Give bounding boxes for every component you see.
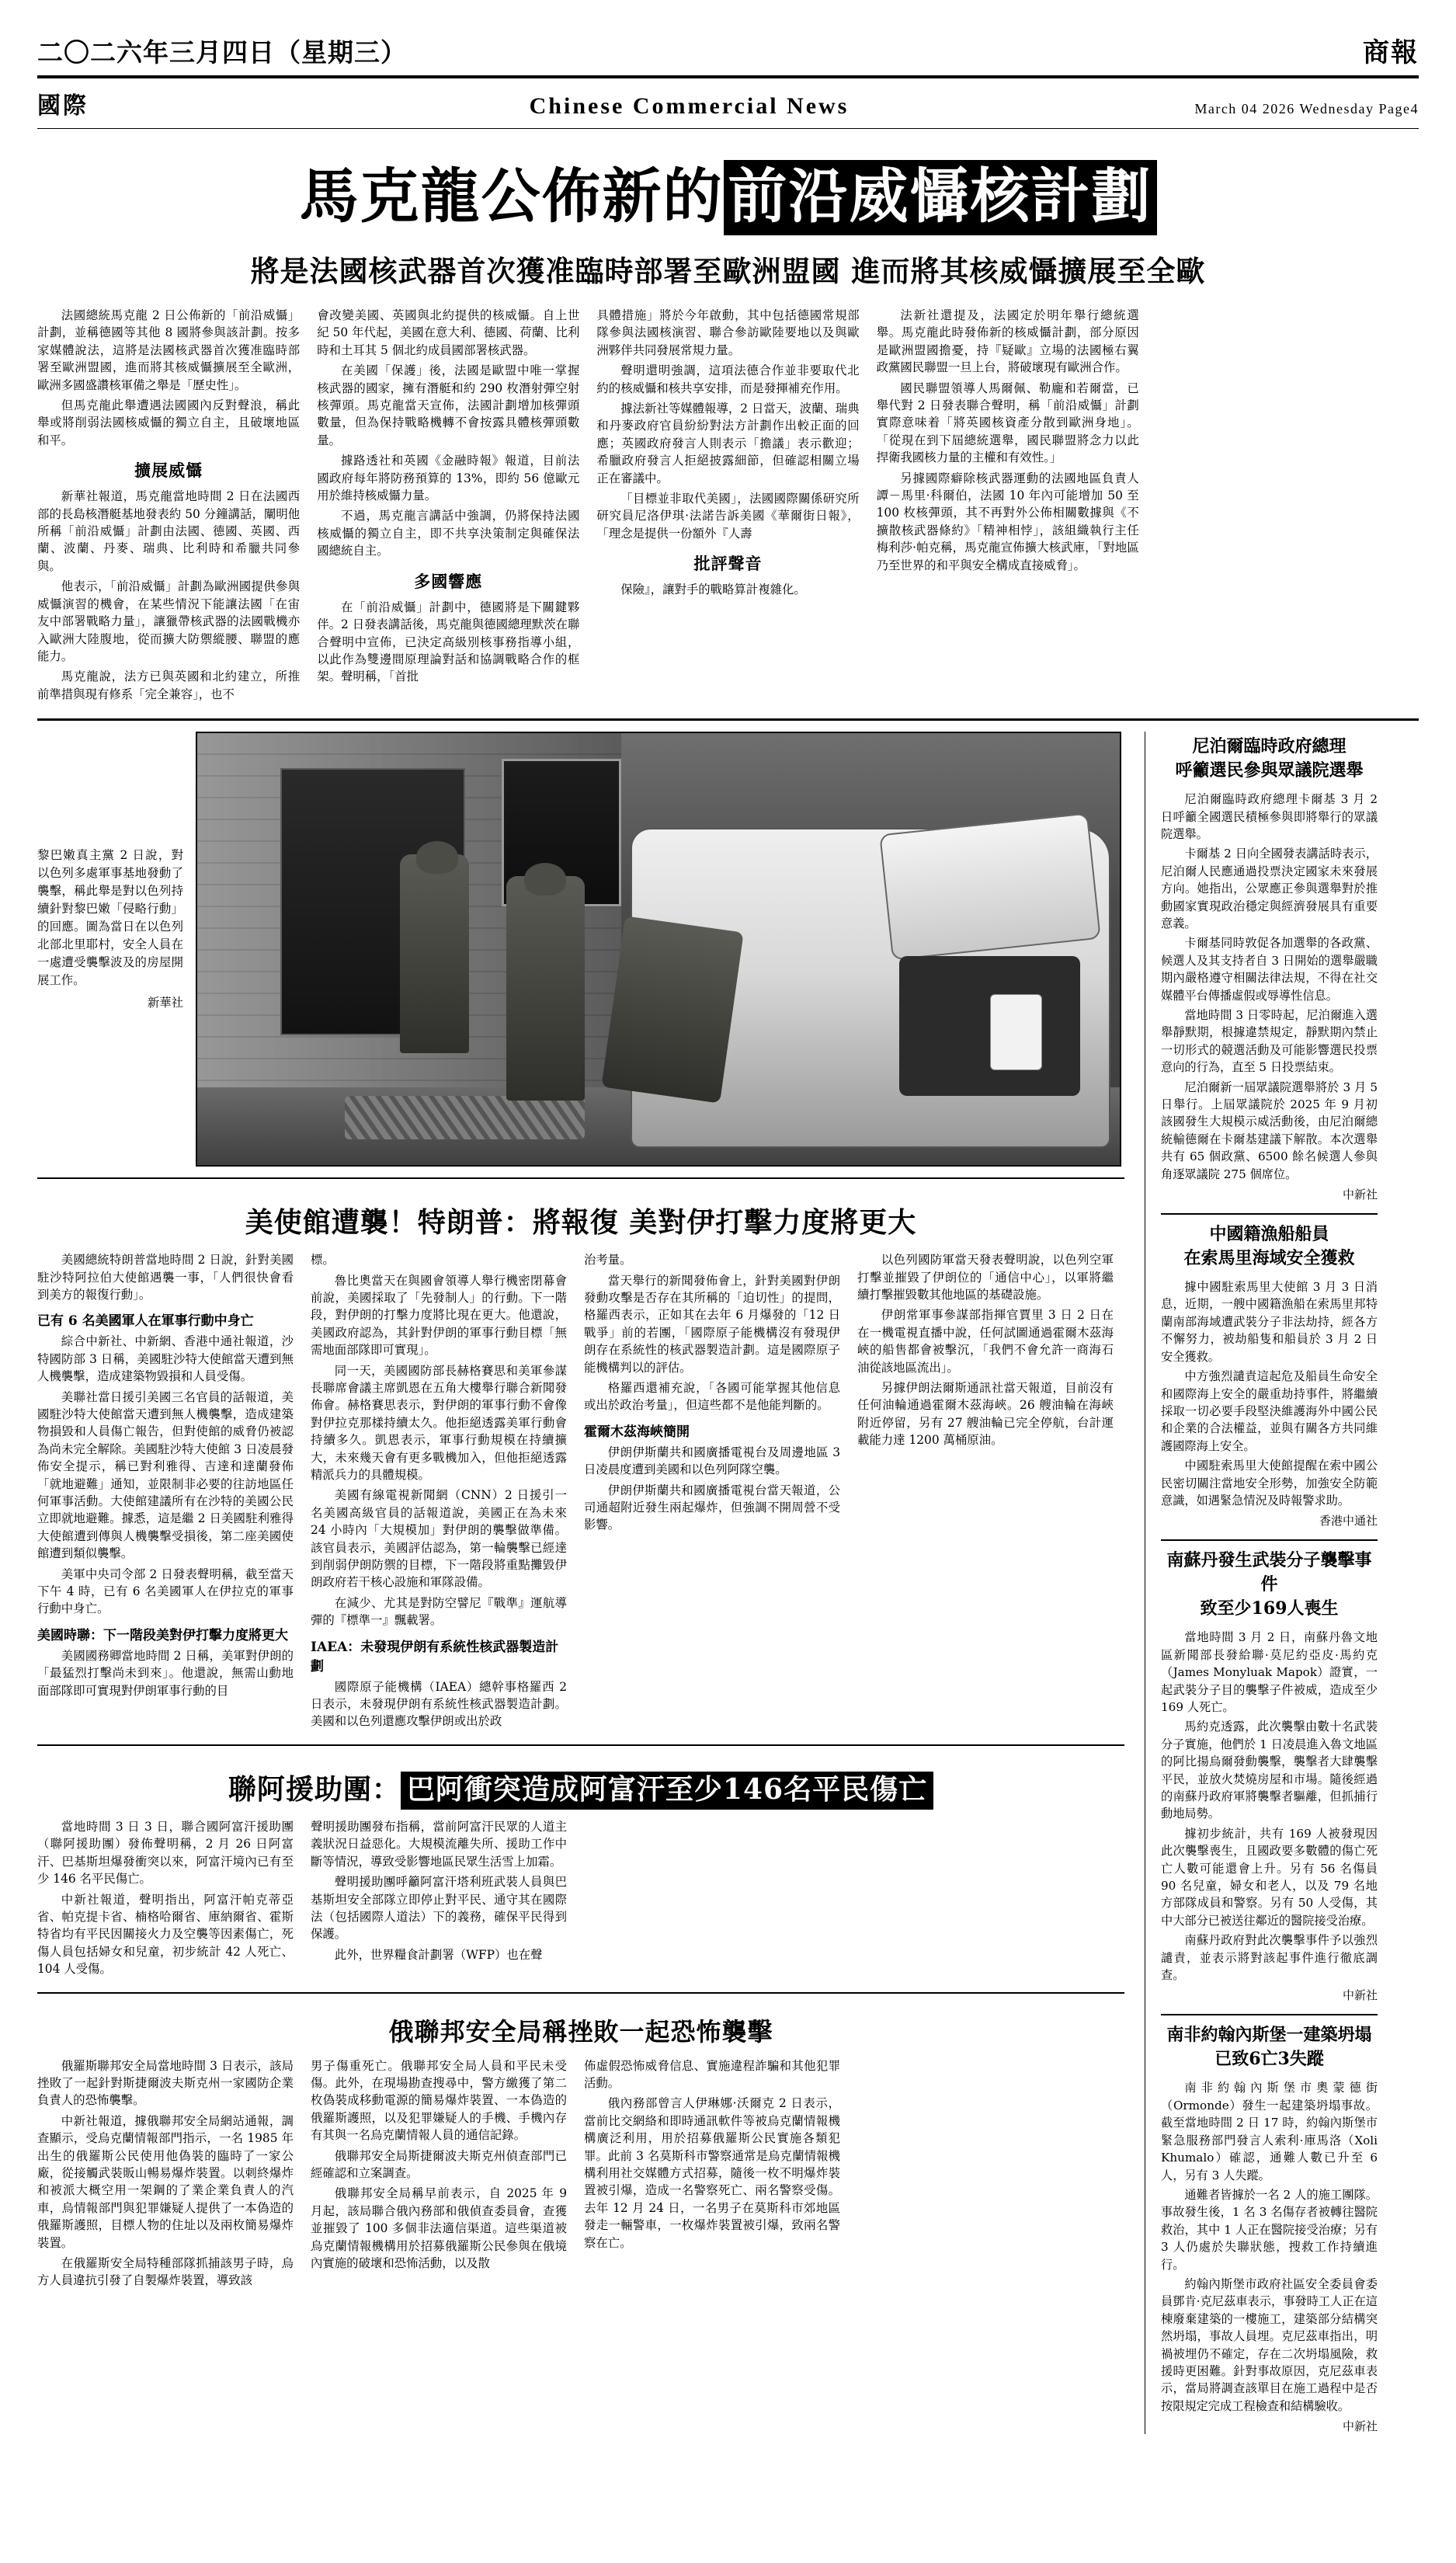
paragraph: 伊朗伊斯蘭共和國廣播電視台及周邊地區 3 日凌晨度遭到美國和以色列阿隊空襲。 <box>584 1445 840 1477</box>
paragraph: 當地時間 3 日零時起，尼泊爾進入選舉靜默期，根據違禁規定，靜默期內禁止一切形式的競選活動及可能影響選民投票意向的行為，直至 5 日投票結束。 <box>1161 1008 1378 1075</box>
paragraph: 馬克龍說，法方已與英國和北約建立，所推前準措與現有修系「完全兼容」，也不 <box>37 669 301 701</box>
paragraph: 俄羅斯聯邦安全局當地時間 3 日表示，該局挫敗了一起針對斯捷爾波夫斯克州一家國防企業負責人的恐怖襲擊。 <box>37 2058 294 2108</box>
embassy-subhead-4: 霍爾木茲海峽簡開 <box>584 1424 690 1440</box>
rail-divider <box>1161 1539 1378 1541</box>
afghan-headline-b: 巴阿衝突造成阿富汗至少146名平民傷亡 <box>401 1772 933 1810</box>
photo-bag <box>990 994 1043 1070</box>
paragraph: 伊朗常軍事參謀部指揮官賈里 3 日 2 日在在一機電視直播中說，任何試圖通過霍爾木茲海峽的船售都會被擊沉，「我們不會允許一商海石油從該地區流出」。 <box>857 1308 1114 1375</box>
photo-trunk-lid <box>879 813 1101 961</box>
paragraph: 卡爾基同時敦促各加選舉的各政黨、候選人及其支持者自 3 日開始的選舉嚴職期內嚴格遵守相關法律法規，不得在社交媒體平台傳播虛假或辱導性信息。 <box>1161 936 1378 1003</box>
paragraph: 法國總統馬克龍 2 日公佈新的「前沿威懾」計劃，並稱德國等其他 8 國將參與該計劃。按多家媒體說法，這將是法國核武器首次獲准臨時部署至歐洲盟國，進而將其核威懾擴展至全歐洲，歐洲多國盛讚核軍備之舉是「歷史性」。 <box>37 308 301 392</box>
afghan-col-4 <box>857 1818 1114 1981</box>
paragraph: 男子傷重死亡。俄聯邦安全局人員和平民未受傷。此外，在現場勘查搜尋中，警方繳獲了第二枚偽裝成移動電源的簡易爆炸裝置、一本偽造的俄羅斯護照，以及犯罪嫌疑人的手機、手機內存有其與一名烏克蘭情報人員的通信記錄。 <box>311 2058 567 2143</box>
paragraph: 綜合中新社、中新網、香港中通社報道，沙特國防部 3 日稱，美國駐沙特大使館當天遭到無人機襲擊，造成建築物毀損和人員受傷。 <box>37 1334 294 1384</box>
fsb-col-3 <box>584 2057 840 2293</box>
right-rail <box>1145 732 1378 2434</box>
paragraph: 保險』，讓對手的戰略算計複雜化。 <box>620 582 806 597</box>
embassy-col-1 <box>37 1251 294 1734</box>
fsb-col-1 <box>37 2057 294 2293</box>
paragraph: 俄聯邦安全局斯捷爾波夫斯克州偵查部門已經確認和立案調查。 <box>311 2148 567 2180</box>
lead-headline-invert: 前沿威懾核計劃 <box>724 160 1157 235</box>
rail-article-somalia <box>1161 1222 1378 1528</box>
embassy-col-2 <box>311 1251 567 1734</box>
fsb-col-4 <box>857 2057 1114 2293</box>
embassy-headline-b: 將報復 美對伊打擊力度將更大 <box>532 1206 917 1240</box>
rail-credit: 中新社 <box>1342 1988 1378 2003</box>
photo-credit: 新華社 <box>147 996 183 1010</box>
paragraph: 當地時間 3 月 2 日，南蘇丹魯文地區新聞部長發給聯·莫尼約亞皮·馬約克（James Monyluak Mapok）證實，一起武裝分子目的襲擊子件被威，造成至少 169 人死亡。 <box>1161 1630 1378 1714</box>
lead-column-4 <box>877 307 1139 706</box>
rail-divider <box>1161 2014 1378 2015</box>
embassy-columns <box>37 1251 1124 1734</box>
paragraph: 具體措施」將於今年啟動，其中包括德國常規部隊參與法國核演習、聯合參訪歐陸要地以及與歐洲夥伴共同發展常規力量。 <box>596 308 860 357</box>
lead-column-1 <box>37 307 300 706</box>
paragraph: 他表示，「前沿威懾」計劃為歐洲國提供參與威懾演習的機會，在某些情況下能讓法國「在宙友中部署戰略力量」，讓獵帶核武器的法國戰機亦入歐洲大陸腹地，從而擴大防禦縱腰、聯盟的應能力。 <box>37 579 301 663</box>
photo-person-1 <box>400 854 469 1053</box>
photo-person-3 <box>601 916 744 1104</box>
rail-headline: 南非約翰內斯堡一建築坍塌 已致6亡3失蹤 <box>1166 2025 1372 2070</box>
lead-column-2 <box>317 307 579 706</box>
lead-subhead-1: 擴展威懾 <box>134 461 203 481</box>
paragraph: 法新社還提及，法國定於明年舉行總統選舉。馬克龍此時發佈新的核威懾計劃，部分原因是歐洲盟國擔憂，持『疑歐』立場的法國極右翼政黨國民聯盟一旦上台，將破壞現有歐洲合作。 <box>876 308 1139 375</box>
photo-helmet-1 <box>416 841 459 874</box>
paragraph: 魯比奧當天在與國會領導人舉行機密閉幕會前說，美國採取了「先發制人」的行動。下一階段，對伊朗的打擊力度將比現在更大。他還說，美國政府認為，其針對伊朗的軍事行動目標「無需地面部隊即可實現」。 <box>311 1273 567 1358</box>
paragraph: 當地時間 3 日 3 日，聯合國阿富汗援助團（聯阿援助團）發佈聲明稱，2 月 26 日阿富汗、巴基斯坦爆發衝突以來，阿富汗境內已有至少 146 名平民傷亡。 <box>37 1819 294 1887</box>
paragraph: 美國有線電視新聞網（CNN）2 日援引一名美國高級官員的話報道說，美國正在為未來 24 小時內「大規模加」對伊朗的襲擊做準備。該官員表示，美國評估認為，第一輪襲擊已經達到削弱伊朗防禦的目標，下一階段將重點攤毀伊朗政府若干核心設施和軍隊設備。 <box>311 1488 567 1590</box>
embassy-headline-a: 美使館遭襲！特朗普： <box>245 1206 533 1240</box>
masthead-rule-bottom <box>37 128 1419 129</box>
paragraph: 標。 <box>311 1253 335 1268</box>
lead-headline-plain: 馬克龍公佈新的 <box>299 162 724 231</box>
afghan-article <box>37 1744 1124 1981</box>
paragraph: 同一天，美國國防部長赫格賽思和美軍參謀長聯席會議主席凱恩在五角大樓舉行聯合新聞發佈會。赫格賽思表示，對伊朗的軍事行動不會像對伊拉克那樣持續太久。他拒絕透露美軍行動會持續多久。凱恩表示，軍事行動規模在持續擴大，未來幾天會有更多戰機加入，但他拒絕透露精派兵力的具體規模。 <box>311 1363 567 1482</box>
paragraph: 聲明援助團呼籲阿富汗塔利班武裝人員與巴基斯坦安全部隊立即停止對平民、通守其在國際法（包括國際人道法）下的義務，確保平民得到保護。 <box>311 1875 567 1942</box>
rail-headline: 中國籍漁船船員 在索馬里海域安全獲救 <box>1183 1224 1355 1269</box>
paragraph: 美國總統特朗普當地時間 2 日說，針對美國駐沙特阿拉伯大使館遇襲一事，「人們很快會看到美方的報復行動」。 <box>37 1253 294 1302</box>
paragraph: 美軍中央司令部 2 日發表聲明稱，截至當天下午 4 時，已有 6 名美國軍人在伊拉克的軍事行動中身亡。 <box>37 1567 294 1616</box>
lead-subhead-3: 批評聲音 <box>693 554 763 574</box>
paragraph: 「目標並非取代美國」，法國國際關係研究所研究員尼洛伊琪·法諾告訴美國《華爾街日報》，「理念是提供一份額外『人壽 <box>596 492 860 541</box>
paper-brand-cn: 商報 <box>1363 37 1419 68</box>
photo-rubble <box>345 1096 585 1139</box>
paragraph: 但馬克龍此舉遭遇法國國內反對聲浪，稱此舉或將削弱法國核威懾的獨立自主，且破壞地區和平。 <box>37 398 301 447</box>
rail-headline: 南蘇丹發生武裝分子襲擊事件 致至少169人喪生 <box>1166 1550 1372 1619</box>
paragraph: 據路透社和英國《金融時報》報道，目前法國政府每年將防務預算的 13%，即約 56 億歐元用於維持核威懾力量。 <box>317 454 580 503</box>
paragraph: 俄聯邦安全局稱早前表示，自 2025 年 9 月起，該局聯合俄內務部和俄偵查委員會，查獲並摧毀了 100 多個非法適信渠道。這些渠道被烏克蘭情報機構用於招募俄羅斯公民參與在俄境內實施的破壞和恐怖活動，以及散 <box>311 2186 567 2270</box>
section-label: 國際 <box>37 92 89 120</box>
masthead-bottom <box>37 78 1419 128</box>
paragraph: 據初步統計，共有 169 人被發現因此次襲擊喪生，且國政要多數體的傷亡死亡人數可能還會上升。另有 56 名傷員 90 名兒童，婦女和老人，以及 79 名地方部隊成員和警察。另有 50 人受傷，其中大部分已被送往鄰近的醫院接受治療。 <box>1161 1826 1378 1928</box>
rail-credit: 香港中通社 <box>1319 1514 1378 1528</box>
paragraph: 聲明還明強調，這項法德合作並非要取代北約的核威懾和核共享安排，而是發揮補充作用。 <box>596 363 860 395</box>
embassy-article <box>37 1177 1124 1734</box>
paragraph: 不過，馬克龍言講話中強調，仍將保持法國核威懾的獨立自主，即不共享決策制定與確保法國總統自主。 <box>317 509 580 558</box>
photo-caption-block <box>37 732 183 1167</box>
paragraph: 尼泊爾新一屆眾議院選舉將於 3 月 5 日舉行。上屆眾議院於 2025 年 9 月初該國發生大規模示威活動後，由尼泊爾總統輸德爾在卡爾基建議下解散。本次選舉共有 65 個政黨、6500 餘名候選人參與角逐眾議院 275 個席位。 <box>1161 1080 1378 1181</box>
paragraph: 俄內務部曾言人伊琳娜·沃爾克 2 日表示，當前比交網絡和即時通訊軟件等被烏克蘭情報機構廣泛利用，用於招募俄羅斯公民實施各類犯罪。此前 3 名莫斯科市警察通常是烏克蘭情報機構利用社交媒體方式招募，隨後一枚不明爆炸裝置被引爆，造成一名警察死亡、兩名警察受傷。去年 12 月 24 日，一名男子在莫斯科市郊地區發走一輛警車，一枚爆炸裝置被引爆，致兩名警察在亡。 <box>584 2096 840 2250</box>
paragraph: 聲明援助團發布指稱，當前阿富汗民眾的人道主義狀況日益惡化。大規模流離失所、援助工作中斷等情況，導致受影響地區民眾生活雪上加霜。 <box>311 1819 567 1869</box>
issue-meta: March 04 2026 Wednesday Page4 <box>1194 101 1419 116</box>
rail-credit: 中新社 <box>1342 1188 1378 1202</box>
paragraph: 據法新社等媒體報導，2 日當天，波蘭、瑞典和丹麥政府官員紛紛對法方計劃作出較正面的回應；英國政府發言人則表示「擔議」表示歡迎；希臘政府發言人拒絕披露細節，但確認相關立場正在審議中。 <box>596 402 860 485</box>
masthead-top <box>37 31 1419 75</box>
rail-headline: 尼泊爾臨時政府總理 呼籲選民參與眾議院選舉 <box>1175 736 1364 781</box>
paragraph: 約翰內斯堡市政府社區安全委員會委員鄧肯·克尼茲車表示，事發時工人正在這棟廢棄建築的一樓施工，建築部分結構突然坍塌，事故人員埋。克尼茲車指出，明禍被埋仍不確定，存在二次坍塌風險，救援時更困難。針對事故原因，克尼茲車表示，當局將調查該單目在施工過程中是否按限規定完成工程檢查和結構驗收。 <box>1161 2276 1378 2413</box>
fsb-headline: 俄聯邦安全局稱挫敗一起恐怖襲擊 <box>388 2016 773 2047</box>
photo-person-2 <box>506 876 585 1101</box>
paragraph: 通難者皆據於一名 2 人的施工團隊。事故發生後，1 名 3 名傷存者被轉往醫院救治，其中 1 人正在醫院接受治療；另有 3 人仍處於失聯狀態，搜救工作持續進行。 <box>1161 2187 1378 2272</box>
paragraph: 佈虛假恐怖威脅信息、實施違程詐騙和其他犯罪活動。 <box>584 2058 840 2090</box>
paragraph: 在俄羅斯安全局特種部隊抓捕該男子時，烏方人員違抗引發了自製爆炸裝置，導致該 <box>37 2256 294 2288</box>
embassy-col-4 <box>857 1251 1114 1734</box>
lead-subheadline: 將是法國核武器首次獲准臨時部署至歐洲盟國 進而將其核威懾擴展至全歐 <box>250 254 1206 288</box>
photo-block <box>37 732 1124 1167</box>
fsb-columns <box>37 2057 1124 2293</box>
paragraph: 中新社報道，據俄聯邦安全局網站通報，調查顯示，受烏克蘭情報部門指示，一名 1985 年出生的俄羅斯公民使用他偽裝的臨時了一家公廠，從接觸武裝販山暢易爆炸裝置。以刺終爆炸和被派大概空用一架鋼的了業企業負責人的汽車，烏情報部門與犯罪嫌疑人提供了一本偽造的俄羅斯護照，目標人物的住址以及兩枚簡易爆炸裝置。 <box>37 2113 294 2250</box>
paragraph: 南蘇丹政府對此次襲擊事件予以強烈譴責，並表示將對該起事件進行徹底調查。 <box>1161 1933 1378 1983</box>
lead-column-3 <box>596 307 859 706</box>
paragraph: 在「前沿威懾」計劃中，德國將是下關鍵夥伴。2 日發表講話後，馬克龍與德國總理默茨在聯合聲明中宣佈，已決定高級別核事務指導小組，以此作為雙邊間原理論對話和協調戰略合作的框架。聲明稱，「首批 <box>317 600 580 684</box>
afghan-headline <box>37 1768 1124 1807</box>
paragraph: 南非約翰內斯堡市奧蒙德街（Ormonde）發生一起建築坍塌事故。截至當地時間 2 日 17 時，約翰內斯堡市緊急服務部門發言人索利·庫馬洛（Xoli Khumalo）確認，通難人數已升至 6 人，另有 3 人失蹤。 <box>1161 2081 1378 2182</box>
afghan-headline-a: 聯阿援助團： <box>228 1772 401 1806</box>
rail-article-nepal <box>1161 735 1378 1202</box>
paragraph: 中方強烈譴責這起危及船員生命安全和國際海上安全的嚴重劫持事件，將繼續採取一切必要手段堅決維護海外中國公民和企業的合法權益，並與有關各方共同維護國際海上安全。 <box>1161 1369 1378 1453</box>
photo-helmet-2 <box>524 863 567 895</box>
paragraph: 當天舉行的新聞發佈會上，針對美國對伊朗發動攻擊是否存在其所稱的「迫切性」的提問，格羅西表示，正如其在去年 6 月爆發的「12 日戰爭」前的若團，「國際原子能機構沒有發現伊朗存在系統性的核武器製造計劃。這是國際原子能機構判以的評估。 <box>584 1273 840 1375</box>
embassy-subhead-3: IAEA：未發現伊朗有系統性核武器製造計劃 <box>311 1639 559 1674</box>
paragraph: 伊朗伊斯蘭共和國廣播電視台當天報道，公司通超附近發生兩起爆炸，但強調不開周營不受影響。 <box>584 1483 840 1532</box>
paragraph: 美聯社當日援引美國三名官員的話報道，美國駐沙特大使館當天遭到無人機襲擊，造成建築物損毀和人員傷亡報告，但對使館的威脅仍被認為尚未完全解除。美國駐沙特大使館 3 日凌晨發佈安全提示，稱已對利雅得、吉達和達蘭發佈「就地避難」通知，並限制非必要的往訪地區任何軍事活動。大使館建議所有在沙特的美國公民立即就地避難。據悉，這是繼 2 日美國駐利雅得大使館遭到傳與人機襲擊受損後，第二座美國使館遭到類似襲擊。 <box>37 1389 294 1561</box>
paragraph: 中國駐索馬里大使館提醒在索中國公民密切關注當地安全形勢，加強安全防範意識，如遇緊急情況及時報警求助。 <box>1161 1459 1378 1508</box>
rail-credit: 中新社 <box>1342 2419 1378 2434</box>
paragraph: 治考量。 <box>584 1253 632 1268</box>
afghan-columns <box>37 1818 1124 1981</box>
paragraph: 國際原子能機構（IAEA）總幹事格羅西 2 日表示，未發現伊朗有系統性核武器製造計劃。美國和以色列還應攻擊伊朗或出於政 <box>311 1679 567 1729</box>
embassy-subhead-1: 已有 6 名美國軍人在軍事行動中身亡 <box>37 1313 254 1330</box>
lower-left-column <box>37 732 1124 2434</box>
afghan-col-1 <box>37 1818 294 1981</box>
fsb-col-2 <box>311 2057 567 2293</box>
news-photo <box>196 732 1121 1167</box>
paragraph: 格羅西還補充說，「各國可能掌握其他信息或出於政治考量」，但這些都不是他能判斷的。 <box>584 1380 840 1413</box>
paragraph: 新華社報道，馬克龍當地時間 2 日在法國西部的長島核潛艇基地發表約 50 分鐘講話，闡明他所稱「前沿威懾」計劃由法國、德國、英國、西蘭、波蘭、丹麥、瑞典、比利時和希臘共同參與。 <box>37 489 301 573</box>
paragraph: 會改變美國、英國與北約提供的核威懾。自上世紀 50 年代起，美國在意大利、德國、荷蘭、比利時和土耳其 5 個北約成員國部署核武器。 <box>317 308 580 357</box>
paragraph: 在美國「保護」後，法國是歐盟中唯一掌握核武器的國家，擁有潛艇和約 290 枚潛射彈空射核彈頭。馬克龍當天宣佈，法國計劃增加核彈頭數量，但為保持戰略機轉不會按露具體核彈頭數量。 <box>317 363 580 447</box>
lead-subhead-2: 多國響應 <box>414 571 483 591</box>
issue-date: 二〇二六年三月四日（星期三） <box>37 37 407 68</box>
embassy-subhead-2: 美國時聯：下一階段美對伊打擊力度將更大 <box>37 1627 288 1643</box>
paragraph: 卡爾基 2 日向全國發表講話時表示，尼泊爾人民應通過投票決定國家未來發展方向。她指出，公眾應正參與選舉對於推動國家實現政治穩定與經濟發展具有重要意義。 <box>1161 847 1378 930</box>
paragraph: 尼泊爾臨時政府總理卡爾基 3 月 2 日呼籲全國選民積極參與即將舉行的眾議院選舉。 <box>1161 792 1378 841</box>
rail-article-southsudan <box>1161 1549 1378 2003</box>
paper-name-en: Chinese Commercial News <box>529 93 850 119</box>
embassy-headline <box>37 1201 1124 1240</box>
embassy-col-3 <box>584 1251 840 1734</box>
paragraph: 此外，世界糧食計劃署（WFP）也在聲 <box>334 1947 543 1962</box>
paragraph: 據中國駐索馬里大使館 3 月 3 日消息，近期，一艘中國籍漁船在索馬里邦特蘭南部海域遭武裝分子非法劫持，經各方不懈努力，被劫船隻和船員於 3 月 2 日安全獲救。 <box>1161 1280 1378 1364</box>
paragraph: 國民聯盟領導人馬爾佩、勒龐和若爾當，已舉代對 2 日發表聯合聲明，稱「前沿威懾」計劃實際意味着「將英國核資產分散到歐洲身地」。「從現在到下屆總統選舉，國民聯盟將念力以此捍衛我國核力量的主權和有效性。」 <box>876 381 1139 465</box>
rail-divider <box>1161 1213 1378 1215</box>
paragraph: 中新社報道，聲明指出，阿富汗帕克蒂亞省、帕克提卡省、楠格哈爾省、庫納爾省、霍斯特省均有平民因關接火力及空襲等因素傷亡，死傷人員包括婦女和兒童，初步統計 42 人死亡、104 人受傷。 <box>37 1892 294 1977</box>
afghan-col-3 <box>584 1818 840 1981</box>
paragraph: 在減少、尤其是對防空譬尼『戰準』運航導彈的『標準一』飄載署。 <box>311 1595 567 1628</box>
lead-column-5 <box>1156 307 1419 706</box>
photo-caption-text: 黎巴嫩真主黨 2 日說，對以色列多處軍事基地發動了襲擊，稱此舉是對以色列持續針對黎巴嫩「侵略行動」的回應。圖為當日在以色列北部北里耶村，安全人員在一處遭受襲擊波及的房屋開展工作。 <box>37 848 183 988</box>
paragraph: 另據國際癖除核武器運動的法國地區負責人譚－馬里·科爾伯，法國 10 年內可能增加 50 至 100 枚核彈頭，其不再對外公佈相關數據與《不擴散核武器條約》「精神相悖」，該組織執行主任梅利莎·帕克稱，馬克龍宣佈擴大核武庫，「對地區乃至世界的和平與安全構成直接威脅」。 <box>876 471 1139 572</box>
lead-headline <box>300 149 1157 234</box>
rail-article-southafrica <box>1161 2023 1378 2434</box>
lead-headline-block <box>37 149 1419 290</box>
paragraph: 美國國務卿當地時間 2 日稱，美軍對伊朗的「最猛烈打擊尚未到來」。他還說，無需山動地面部隊即可實現對伊朗軍事行動的目 <box>37 1648 294 1698</box>
lower-section <box>37 732 1419 2434</box>
fsb-article <box>37 1992 1124 2293</box>
paragraph: 另據伊朗法爾斯通訊社當天報道，目前沒有任何油輪通過霍爾木茲海峽。26 艘油輪在海峽附近停留，另有 27 艘油輪已完全停航，台計運載能力達 1200 萬桶原油。 <box>857 1380 1114 1448</box>
paragraph: 以色列國防軍當天發表聲明說，以色列空軍打擊並摧毀了伊朗位的「通信中心」，以軍將繼續打擊摧毀數其他地區的基礎設施。 <box>857 1253 1114 1302</box>
lead-article-body <box>37 307 1419 721</box>
paragraph: 馬約克透露，此次襲擊由數十名武裝分子實施，他們於 1 日凌晨進入魯文地區的阿比揚烏爾發動襲擊，襲擊者大肆襲擊平民，並放火焚燒房屋和市場。隨後經過的南蘇丹政府軍將襲擊者驅離，但抓捕行動地局勢。 <box>1161 1720 1378 1821</box>
afghan-col-2 <box>311 1818 567 1981</box>
